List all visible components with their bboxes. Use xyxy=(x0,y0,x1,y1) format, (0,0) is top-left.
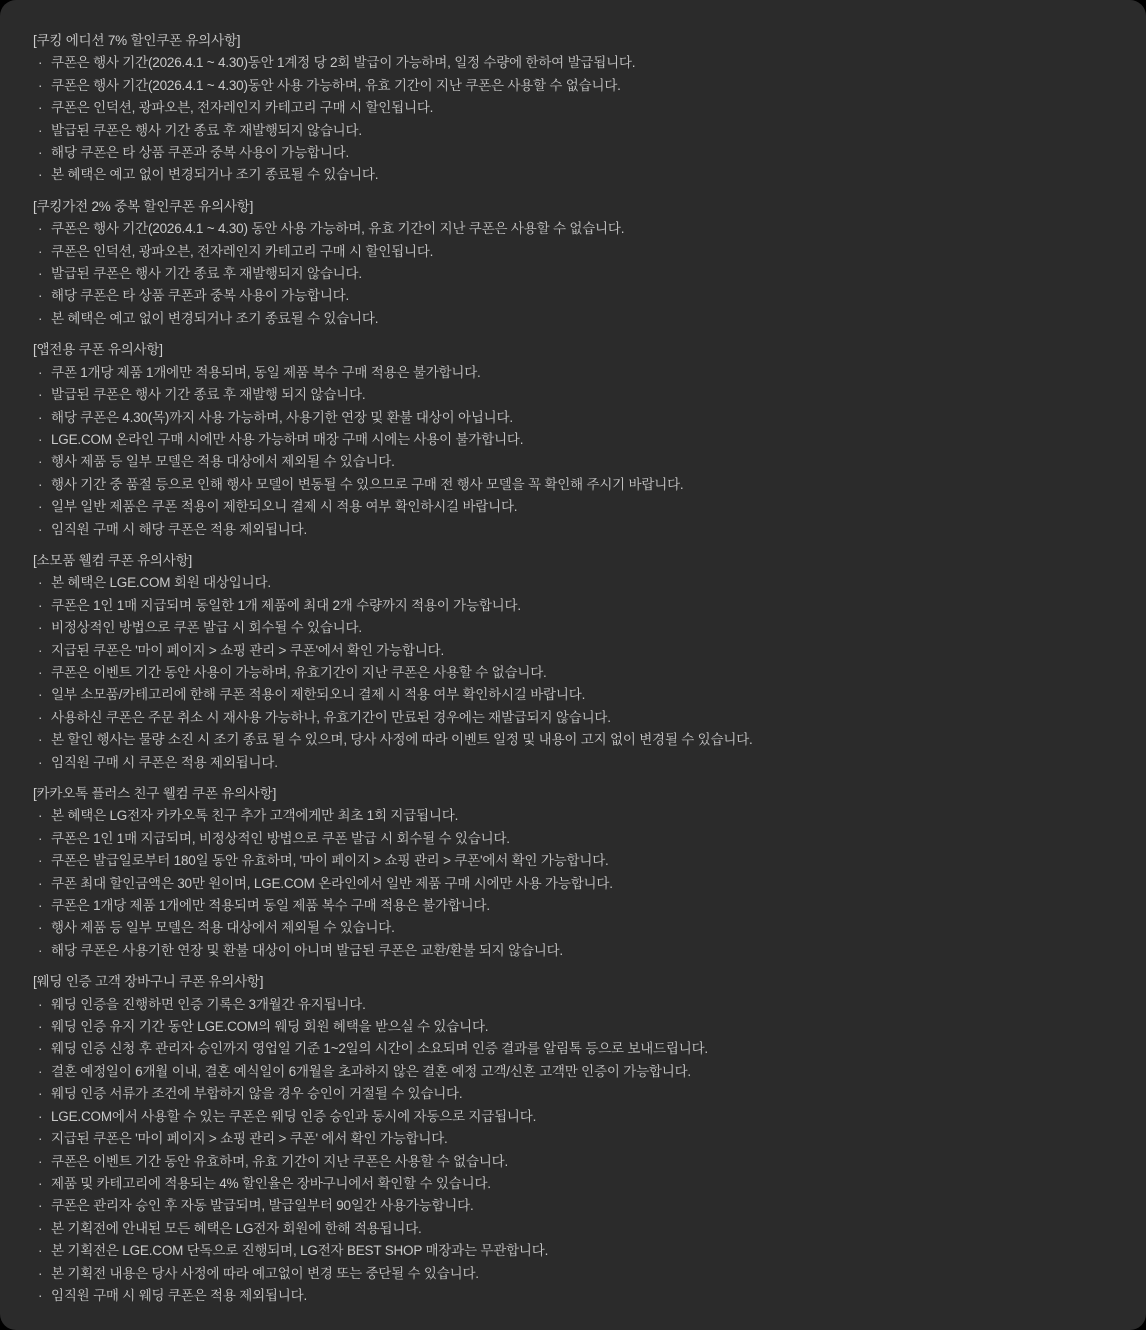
notice-text: 임직원 구매 시 쿠폰은 적용 제외됩니다. xyxy=(51,754,278,770)
notice-item xyxy=(33,640,1118,662)
coupon-notice-section xyxy=(33,196,1118,330)
bullet-icon: · xyxy=(38,1063,43,1079)
notice-item xyxy=(33,828,1118,850)
notice-item xyxy=(33,873,1118,895)
notice-text: 행사 제품 등 일부 모델은 적용 대상에서 제외될 수 있습니다. xyxy=(51,920,395,936)
bullet-icon: · xyxy=(38,77,43,93)
notice-item xyxy=(33,994,1118,1016)
notice-item xyxy=(33,1106,1118,1128)
notice-text: 쿠폰은 행사 기간(2026.4.1 ~ 4.30)동안 1계정 당 2회 발급이 가능하며, 일정 수량에 한하여 발급됩니다. xyxy=(51,55,636,71)
notice-item xyxy=(33,1173,1118,1195)
notice-text: 웨딩 인증 신청 후 관리자 승인까지 영업일 기준 1~2일의 시간이 소요되며 인증 결과를 알림톡 등으로 보내드립니다. xyxy=(51,1041,708,1057)
notice-text: 본 혜택은 예고 없이 변경되거나 조기 종료될 수 있습니다. xyxy=(51,310,379,326)
bullet-icon: · xyxy=(38,387,43,403)
notice-text: 지급된 쿠폰은 '마이 페이지 > 쇼핑 관리 > 쿠폰'에서 확인 가능합니다. xyxy=(51,642,445,658)
bullet-icon: · xyxy=(38,409,43,425)
notice-list xyxy=(33,572,1118,774)
notice-list xyxy=(33,218,1118,330)
notice-item xyxy=(33,752,1118,774)
notice-text: 임직원 구매 시 해당 쿠폰은 적용 제외됩니다. xyxy=(51,521,307,537)
bullet-icon: · xyxy=(38,1243,43,1259)
bullet-icon: · xyxy=(38,499,43,515)
bullet-icon: · xyxy=(38,1131,43,1147)
notice-text: 쿠폰 최대 할인금액은 30만 원이며, LGE.COM 온라인에서 일반 제품 구매 시에만 사용 가능합니다. xyxy=(51,875,613,891)
notice-text: 쿠폰은 인덕션, 광파오븐, 전자레인지 카테고리 구매 시 할인됩니다. xyxy=(51,243,434,259)
coupon-notice-section xyxy=(33,971,1118,1307)
bullet-icon: · xyxy=(38,1175,43,1191)
notice-list xyxy=(33,994,1118,1308)
bullet-icon: · xyxy=(38,431,43,447)
section-title: [앱전용 쿠폰 유의사항] xyxy=(33,342,163,358)
notice-item xyxy=(33,729,1118,751)
notice-text: 해당 쿠폰은 타 상품 쿠폰과 중복 사용이 가능합니다. xyxy=(51,288,350,304)
notice-text: 본 기획전 내용은 당사 사정에 따라 예고없이 변경 또는 중단될 수 있습니다. xyxy=(51,1265,479,1281)
notice-text: 쿠폰은 1개당 제품 1개에만 적용되며 동일 제품 복수 구매 적용은 불가합니다. xyxy=(51,898,490,914)
bullet-icon: · xyxy=(38,55,43,71)
notice-item xyxy=(33,850,1118,872)
bullet-icon: · xyxy=(38,709,43,725)
notice-text: 일부 일반 제품은 쿠폰 적용이 제한되오니 결제 시 적용 여부 확인하시길 바랍니다. xyxy=(51,499,518,515)
bullet-icon: · xyxy=(38,1265,43,1281)
notice-item xyxy=(33,164,1118,186)
bullet-icon: · xyxy=(38,310,43,326)
coupon-notice-section xyxy=(33,783,1118,962)
notice-text: 쿠폰은 관리자 승인 후 자동 발급되며, 발급일부터 90일간 사용가능합니다. xyxy=(51,1198,474,1214)
bullet-icon: · xyxy=(38,1220,43,1236)
bullet-icon: · xyxy=(38,642,43,658)
coupon-notice-section xyxy=(33,550,1118,774)
notice-item xyxy=(33,384,1118,406)
section-title: [카카오톡 플러스 친구 웰컴 쿠폰 유의사항] xyxy=(33,786,277,801)
notice-item xyxy=(33,429,1118,451)
notice-list xyxy=(33,362,1118,541)
bullet-icon: · xyxy=(38,575,43,591)
bullet-icon: · xyxy=(38,920,43,936)
notice-item xyxy=(33,1083,1118,1105)
notice-item xyxy=(33,142,1118,164)
bullet-icon: · xyxy=(38,1198,43,1214)
notice-item xyxy=(33,917,1118,939)
notice-item xyxy=(33,451,1118,473)
notice-item xyxy=(33,496,1118,518)
notice-item xyxy=(33,895,1118,917)
bullet-icon: · xyxy=(38,476,43,492)
notice-text: 결혼 예정일이 6개월 이내, 결혼 예식일이 6개월을 초과하지 않은 결혼 예정 고객/신혼 고객만 인증이 가능합니다. xyxy=(51,1063,691,1079)
notice-item xyxy=(33,1151,1118,1173)
notice-item xyxy=(33,1263,1118,1285)
coupon-notice-section xyxy=(33,30,1118,187)
notice-item xyxy=(33,308,1118,330)
notice-list xyxy=(33,805,1118,962)
notice-item xyxy=(33,1016,1118,1038)
notice-item xyxy=(33,52,1118,74)
notice-item xyxy=(33,662,1118,684)
bullet-icon: · xyxy=(38,364,43,380)
notice-item xyxy=(33,97,1118,119)
notice-text: 웨딩 인증 유지 기간 동안 LGE.COM의 웨딩 회원 혜택을 받으실 수 있습니다. xyxy=(51,1019,489,1035)
bullet-icon: · xyxy=(38,687,43,703)
notice-item xyxy=(33,707,1118,729)
bullet-icon: · xyxy=(38,167,43,183)
bullet-icon: · xyxy=(38,996,43,1012)
bullet-icon: · xyxy=(38,732,43,748)
notice-text: 발급된 쿠폰은 행사 기간 종료 후 재발행되지 않습니다. xyxy=(51,122,362,138)
notice-item xyxy=(33,407,1118,429)
notice-text: 본 혜택은 LG전자 카카오톡 친구 추가 고객에게만 최초 1회 지급됩니다. xyxy=(51,808,459,824)
notice-text: 본 혜택은 LGE.COM 회원 대상입니다. xyxy=(51,575,271,591)
section-title: [쿠킹 에디션 7% 할인쿠폰 유의사항] xyxy=(33,33,241,48)
notice-text: 발급된 쿠폰은 행사 기간 종료 후 재발행되지 않습니다. xyxy=(51,266,362,282)
notice-item xyxy=(33,805,1118,827)
notice-text: 지급된 쿠폰은 '마이 페이지 > 쇼핑 관리 > 쿠폰' 에서 확인 가능합니다. xyxy=(51,1131,448,1147)
notice-item xyxy=(33,519,1118,541)
bullet-icon: · xyxy=(38,1153,43,1169)
notice-text: 행사 제품 등 일부 모델은 적용 대상에서 제외될 수 있습니다. xyxy=(51,454,395,470)
bullet-icon: · xyxy=(38,1287,43,1303)
bullet-icon: · xyxy=(38,145,43,161)
notice-text: 본 할인 행사는 물량 소진 시 조기 종료 될 수 있으며, 당사 사정에 따라 이벤트 일정 및 내용이 고지 없이 변경될 수 있습니다. xyxy=(51,732,753,748)
notice-item xyxy=(33,617,1118,639)
notice-text: 발급된 쿠폰은 행사 기간 종료 후 재발행 되지 않습니다. xyxy=(51,387,366,403)
notice-item xyxy=(33,1038,1118,1060)
notice-item xyxy=(33,1061,1118,1083)
bullet-icon: · xyxy=(38,853,43,869)
notice-text: 본 기획전에 안내된 모든 혜택은 LG전자 회원에 한해 적용됩니다. xyxy=(51,1220,422,1236)
notice-item xyxy=(33,595,1118,617)
notice-item xyxy=(33,75,1118,97)
bullet-icon: · xyxy=(38,754,43,770)
bullet-icon: · xyxy=(38,664,43,680)
notice-text: 행사 기간 중 품절 등으로 인해 행사 모델이 변동될 수 있으므로 구매 전 행사 모델을 꼭 확인해 주시기 바랍니다. xyxy=(51,476,684,492)
bullet-icon: · xyxy=(38,942,43,958)
notice-text: 쿠폰은 1인 1매 지급되며, 비정상적인 방법으로 쿠폰 발급 시 회수될 수 있습니다. xyxy=(51,830,510,846)
notice-text: 쿠폰 1개당 제품 1개에만 적용되며, 동일 제품 복수 구매 적용은 불가합니다. xyxy=(51,364,481,380)
section-title: [쿠킹가전 2% 중복 할인쿠폰 유의사항] xyxy=(33,198,254,214)
bullet-icon: · xyxy=(38,100,43,116)
notice-text: 웨딩 인증을 진행하면 인증 기록은 3개월간 유지됩니다. xyxy=(51,996,366,1012)
notice-item xyxy=(33,285,1118,307)
notice-text: 쿠폰은 인덕션, 광파오븐, 전자레인지 카테고리 구매 시 할인됩니다. xyxy=(51,100,434,116)
notice-text: 비정상적인 방법으로 쿠폰 발급 시 회수될 수 있습니다. xyxy=(51,620,362,636)
notice-item xyxy=(33,940,1118,962)
notice-text: 해당 쿠폰은 4.30(목)까지 사용 가능하며, 사용기한 연장 및 환불 대상이 아닙니다. xyxy=(51,409,513,425)
notice-text: 일부 소모품/카테고리에 한해 쿠폰 적용이 제한되오니 결제 시 적용 여부 확인하시길 바랍니다. xyxy=(51,687,586,703)
section-title: [소모품 웰컴 쿠폰 유의사항] xyxy=(33,552,193,568)
notice-text: 임직원 구매 시 웨딩 쿠폰은 적용 제외됩니다. xyxy=(51,1287,307,1303)
notice-text: LGE.COM 온라인 구매 시에만 사용 가능하며 매장 구매 시에는 사용이 불가합니다. xyxy=(51,431,524,447)
notice-text: 쿠폰은 발급일로부터 180일 동안 유효하며, '마이 페이지 > 쇼핑 관리 > 쿠폰'에서 확인 가능합니다. xyxy=(51,853,609,869)
notice-text: LGE.COM에서 사용할 수 있는 쿠폰은 웨딩 인증 승인과 동시에 자동으로 지급됩니다. xyxy=(51,1108,537,1124)
section-title: [웨딩 인증 고객 장바구니 쿠폰 유의사항] xyxy=(33,974,264,990)
notice-item xyxy=(33,684,1118,706)
notice-text: 해당 쿠폰은 타 상품 쿠폰과 중복 사용이 가능합니다. xyxy=(51,145,350,161)
bullet-icon: · xyxy=(38,266,43,282)
notice-text: 쿠폰은 1인 1매 지급되며 동일한 1개 제품에 최대 2개 수량까지 적용이 가능합니다. xyxy=(51,597,521,613)
bullet-icon: · xyxy=(38,454,43,470)
bullet-icon: · xyxy=(38,808,43,824)
notice-text: 해당 쿠폰은 사용기한 연장 및 환불 대상이 아니며 발급된 쿠폰은 교환/환불 되지 않습니다. xyxy=(51,942,563,958)
coupon-notice-section xyxy=(33,339,1118,541)
bullet-icon: · xyxy=(38,875,43,891)
bullet-icon: · xyxy=(38,221,43,237)
notice-item xyxy=(33,1195,1118,1217)
notice-text: 쿠폰은 행사 기간(2026.4.1 ~ 4.30)동안 사용 가능하며, 유효 기간이 지난 쿠폰은 사용할 수 없습니다. xyxy=(51,77,621,93)
bullet-icon: · xyxy=(38,620,43,636)
bullet-icon: · xyxy=(38,597,43,613)
notice-text: 쿠폰은 행사 기간(2026.4.1 ~ 4.30) 동안 사용 가능하며, 유효 기간이 지난 쿠폰은 사용할 수 없습니다. xyxy=(51,221,625,237)
notice-text: 사용하신 쿠폰은 주문 취소 시 재사용 가능하나, 유효기간이 만료된 경우에는 재발급되지 않습니다. xyxy=(51,709,611,725)
bullet-icon: · xyxy=(38,243,43,259)
notice-item xyxy=(33,218,1118,240)
notice-text: 본 혜택은 예고 없이 변경되거나 조기 종료될 수 있습니다. xyxy=(51,167,379,183)
bullet-icon: · xyxy=(38,1019,43,1035)
bullet-icon: · xyxy=(38,1108,43,1124)
notice-item xyxy=(33,474,1118,496)
notice-item xyxy=(33,1218,1118,1240)
bullet-icon: · xyxy=(38,1041,43,1057)
notice-list xyxy=(33,52,1118,186)
bullet-icon: · xyxy=(38,830,43,846)
bullet-icon: · xyxy=(38,521,43,537)
notice-item xyxy=(33,263,1118,285)
notice-text: 쿠폰은 이벤트 기간 동안 사용이 가능하며, 유효기간이 지난 쿠폰은 사용할 수 없습니다. xyxy=(51,664,547,680)
notice-text: 쿠폰은 이벤트 기간 동안 유효하며, 유효 기간이 지난 쿠폰은 사용할 수 없습니다. xyxy=(51,1153,509,1169)
notice-text: 제품 및 카테고리에 적용되는 4% 할인율은 장바구니에서 확인할 수 있습니다. xyxy=(51,1175,491,1191)
notice-item xyxy=(33,1240,1118,1262)
notice-item xyxy=(33,120,1118,142)
notice-item xyxy=(33,241,1118,263)
notice-item xyxy=(33,1285,1118,1307)
notice-item xyxy=(33,1128,1118,1150)
notice-item xyxy=(33,572,1118,594)
bullet-icon: · xyxy=(38,898,43,914)
bullet-icon: · xyxy=(38,122,43,138)
notice-text: 본 기획전은 LGE.COM 단독으로 진행되며, LG전자 BEST SHOP 매장과는 무관합니다. xyxy=(51,1243,549,1259)
notice-text: 웨딩 인증 서류가 조건에 부합하지 않을 경우 승인이 거절될 수 있습니다. xyxy=(51,1086,463,1102)
bullet-icon: · xyxy=(38,288,43,304)
notice-item xyxy=(33,362,1118,384)
bullet-icon: · xyxy=(38,1086,43,1102)
